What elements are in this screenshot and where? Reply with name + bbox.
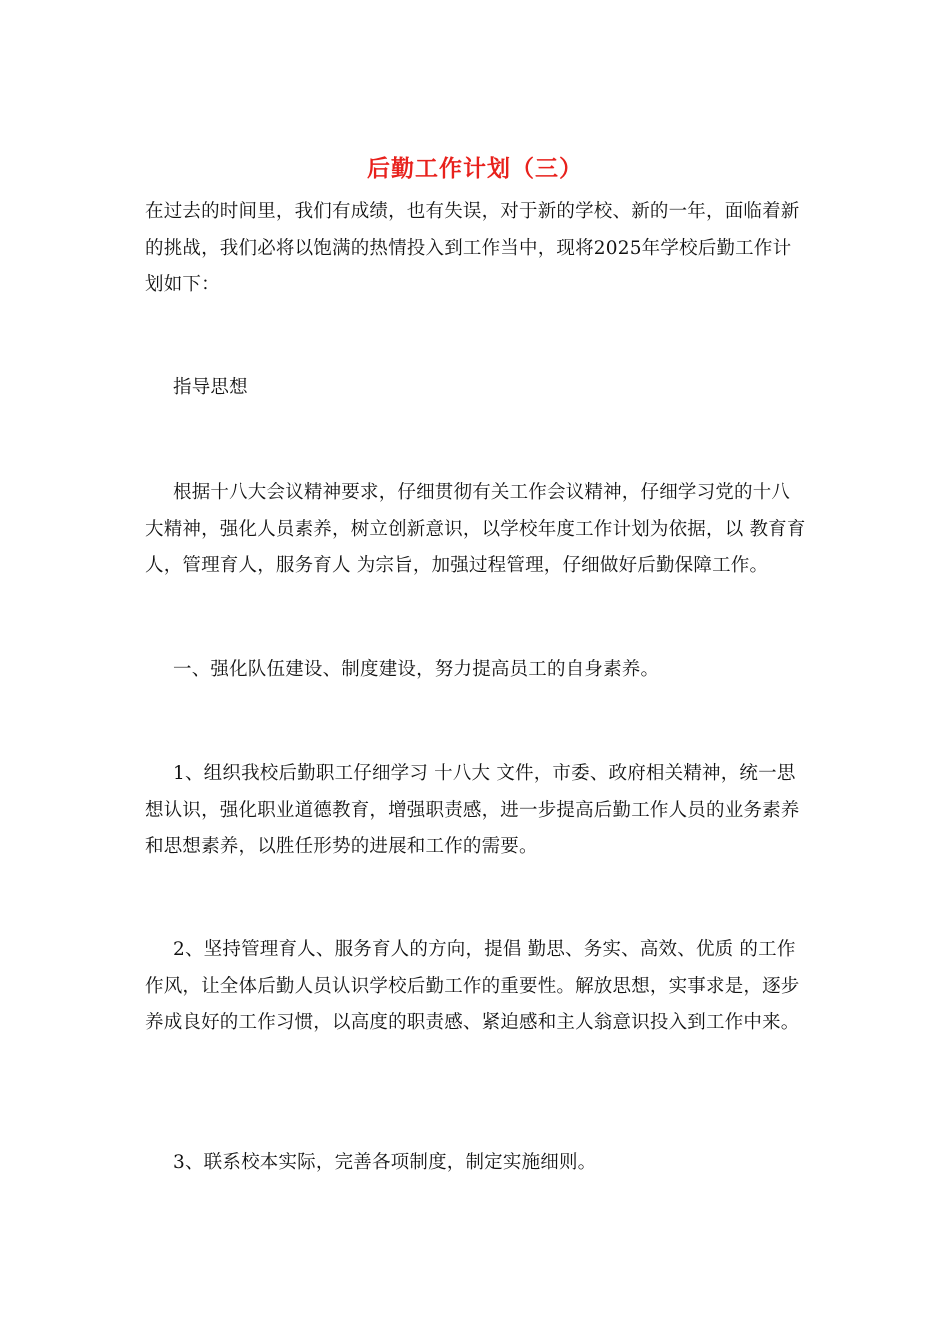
item-2-paragraph: 2、坚持管理育人、服务育人的方向，提倡 勤思、务实、高效、优质 的工作作风，让全体后勤人员认识学校后勤工作的重要性。解放思想，实事求是，逐步养成良好的工作习惯，以高度的职责感、紧迫感和主人翁意识投入到工作中来。 [145,939,800,1033]
document-title: 后勤工作计划（三） [367,155,583,182]
guiding-thought-paragraph: 根据十八大会议精神要求，仔细贯彻有关工作会议精神，仔细学习党的十八大精神，强化人员素养，树立创新意识，以学校年度工作计划为依据，以 教育育人，管理育人，服务育人 为宗旨，加强过程管理，仔细做好后勤保障工作。 [145,482,806,576]
heading-guiding-thought: 指导思想 [173,377,248,398]
section-one-heading: 一、强化队伍建设、制度建设，努力提高员工的自身素养。 [173,659,660,680]
item-1-paragraph: 1、组织我校后勤职工仔细学习 十八大 文件，市委、政府相关精神，统一思想认识，强化职业道德教育，增强职责感，进一步提高后勤工作人员的业务素养和思想素养，以胜任形势的进展和工作的需要。 [145,763,800,857]
item-3-paragraph: 3、联系校本实际，完善各项制度，制定实施细则。 [173,1152,597,1173]
intro-paragraph: 在过去的时间里，我们有成绩，也有失误，对于新的学校、新的一年，面临着新的挑战，我们必将以饱满的热情投入到工作当中，现将2025年学校后勤工作计划如下： [145,201,800,295]
